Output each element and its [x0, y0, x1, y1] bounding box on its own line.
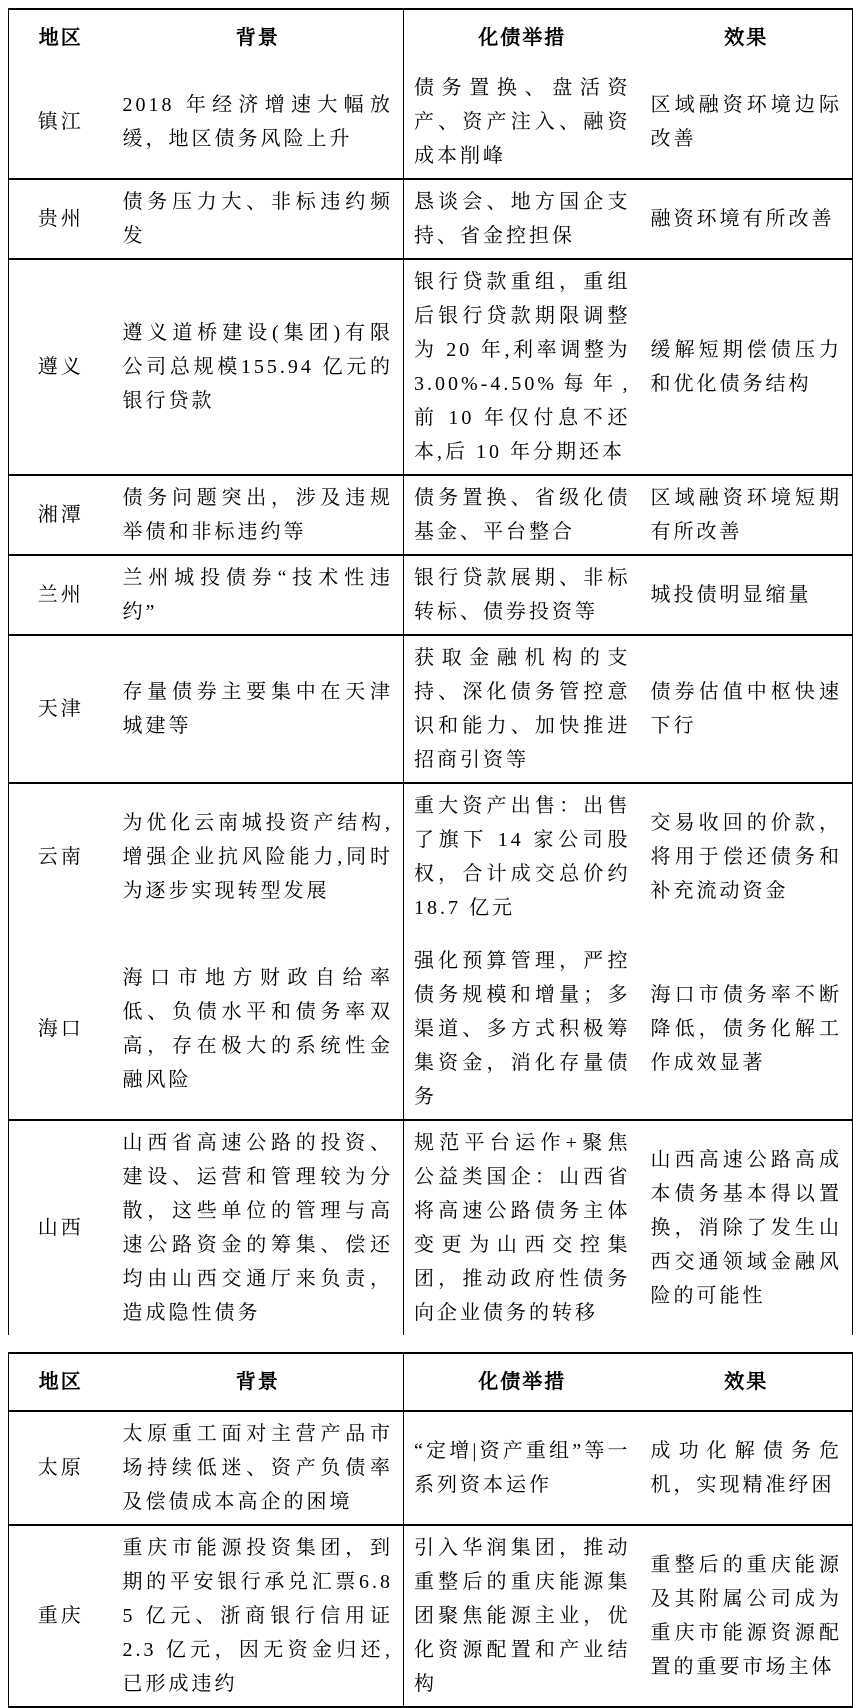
cell-effect: 缓解短期偿债压力和优化债务结构: [650, 339, 842, 395]
column-header-measures: 化债举措: [478, 1371, 567, 1393]
column-header-effect: 效果: [724, 27, 769, 49]
cell-effect: 区域融资环境边际改善: [650, 94, 842, 150]
table-row: [9, 259, 853, 475]
column-header-region: 地区: [38, 27, 83, 49]
debt-resolution-table-part2: [8, 1352, 853, 1708]
cell-effect: 山西高速公路高成本债务基本得以置换，消除了发生山西交通领域金融风险的可能性: [650, 1149, 842, 1307]
table-row: [9, 1525, 853, 1707]
cell-background: 债务压力大、非标违约频发: [113, 179, 404, 259]
cell-background: 海口市地方财政自给率低、负债水平和债务率双高，存在极大的系统性金融风险: [113, 930, 404, 1120]
cell-measures: “定增|资产重组”等一系列资本运作: [414, 1440, 631, 1496]
cell-measures: 规范平台运作+聚焦公益类国企：山西省将高速公路债务主体变更为山西交控集团，推动政府性债务向企业债务的转移: [414, 1132, 631, 1324]
cell-background: 为优化云南城投资产结构,增强企业抗风险能力,同时为逐步实现转型发展: [113, 783, 404, 930]
cell-region: 湘潭: [37, 504, 84, 526]
column-header-region: 地区: [38, 1371, 83, 1393]
cell-measures: 引入华润集团，推动重整后的重庆能源集团聚焦能源主业，优化资源配置和产业结构: [414, 1537, 631, 1695]
cell-background: 2018 年经济增速大幅放缓，地区债务风险上升: [113, 66, 404, 179]
table-row: [9, 179, 853, 259]
cell-measures: 强化预算管理，严控债务规模和增量；多渠道、多方式积极筹集资金，消化存量债务: [414, 950, 631, 1108]
cell-measures: 债务置换、省级化债基金、平台整合: [414, 487, 631, 543]
header-row: [9, 1353, 853, 1411]
cell-region: 云南: [37, 846, 84, 868]
table-row: [9, 555, 853, 635]
cell-region: 重庆: [37, 1605, 84, 1627]
cell-measures: 恳谈会、地方国企支持、省金控担保: [414, 191, 631, 247]
cell-effect: 融资环境有所改善: [650, 208, 835, 230]
cell-measures: 银行贷款展期、非标转标、债券投资等: [414, 567, 631, 623]
cell-region: 山西: [37, 1217, 84, 1239]
column-header-background: 背景: [113, 9, 404, 66]
table-row: [9, 930, 853, 1120]
cell-effect: 交易收回的价款，将用于偿还债务和补充流动资金: [650, 812, 842, 902]
column-header-background: 背景: [113, 1353, 404, 1411]
table-row: [9, 1120, 853, 1335]
cell-effect: 城投债明显缩量: [650, 584, 812, 606]
debt-resolution-table-part1: [8, 8, 853, 1335]
cell-effect: 成功化解债务危机，实现精准纾困: [650, 1440, 842, 1496]
cell-background: 山西省高速公路的投资、建设、运营和管理较为分散，这些单位的管理与高速公路资金的筹集、偿还均由山西交通厅来负责，造成隐性债务: [113, 1120, 404, 1335]
cell-background: 兰州城投债券“技术性违约”: [113, 555, 404, 635]
table-body: [9, 66, 853, 1335]
cell-region: 镇江: [37, 111, 84, 133]
cell-background: 重庆市能源投资集团，到期的平安银行承兑汇票6.85 亿元、浙商银行信用证 2.3 亿元，因无资金归还,已形成违约: [113, 1525, 404, 1707]
cell-region: 贵州: [37, 208, 84, 230]
cell-region: 太原: [37, 1457, 84, 1479]
table-row: [9, 475, 853, 555]
column-header-effect: 效果: [724, 1371, 769, 1393]
cell-effect: 债券估值中枢快速下行: [650, 681, 842, 737]
cell-background: 太原重工面对主营产品市场持续低迷、资产负债率及偿债成本高企的困境: [113, 1411, 404, 1525]
cell-measures: 债务置换、盘活资产、资产注入、融资成本削峰: [414, 77, 631, 167]
cell-region: 天津: [37, 698, 84, 720]
cell-effect: 重整后的重庆能源及其附属公司成为重庆市能源资源配置的重要市场主体: [650, 1554, 842, 1678]
cell-measures: 获取金融机构的支持、深化债务管控意识和能力、加快推进招商引资等: [414, 647, 631, 771]
table-row: [9, 783, 853, 930]
cell-effect: 海口市债务率不断降低，债务化解工作成效显著: [650, 984, 842, 1074]
cell-effect: 区域融资环境短期有所改善: [650, 487, 842, 543]
cell-background: 存量债券主要集中在天津城建等: [113, 635, 404, 783]
table-row: [9, 66, 853, 179]
header-row: [9, 9, 853, 66]
table-body: [9, 1411, 853, 1707]
cell-measures: 重大资产出售：出售了旗下 14 家公司股权，合计成交总价约18.7 亿元: [414, 795, 631, 919]
cell-region: 兰州: [37, 584, 84, 606]
cell-background: 遵义道桥建设(集团)有限公司总规模155.94 亿元的银行贷款: [113, 259, 404, 475]
cell-background: 债务问题突出，涉及违规举债和非标违约等: [113, 475, 404, 555]
cell-region: 海口: [37, 1018, 84, 1040]
cell-region: 遵义: [37, 356, 84, 378]
cell-measures: 银行贷款重组，重组后银行贷款期限调整为 20 年,利率调整为3.00%-4.50%每年,前 10 年仅付息不还本,后 10 年分期还本: [414, 271, 631, 463]
table-row: [9, 635, 853, 783]
column-header-measures: 化债举措: [478, 27, 567, 49]
table-row: [9, 1411, 853, 1525]
